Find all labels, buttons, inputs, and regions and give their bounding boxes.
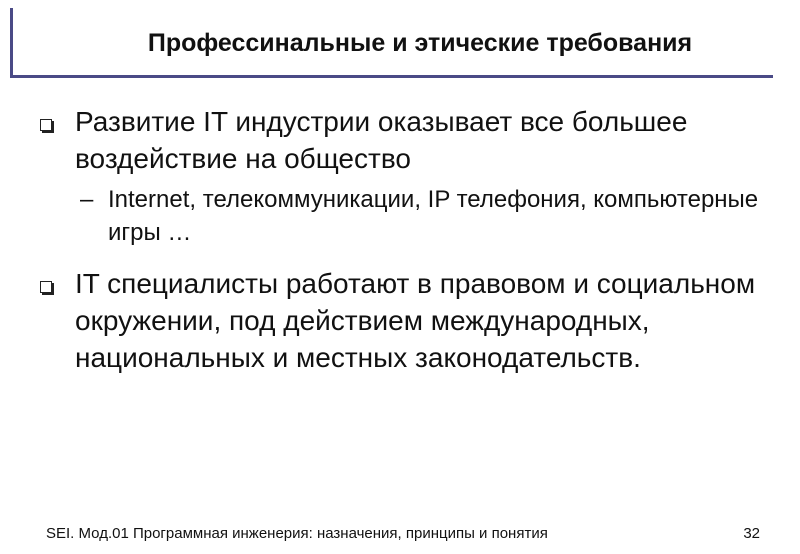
bullet-text: IT специалисты работают в правовом и социальном окружении, под действием международных, национальных и местных законодательств. — [75, 268, 756, 373]
page-number: 32 — [743, 525, 760, 542]
slide-title: Професcинальные и этические требования — [147, 29, 693, 57]
checkbox-bullet-icon — [40, 281, 52, 293]
footer-caption: SEI. Мод.01 Программная инженерия: назначения, принципы и понятия — [46, 525, 548, 542]
bullet-item-1 — [75, 103, 775, 177]
sub-bullet-item-1 — [80, 183, 768, 249]
bullet-item-2 — [75, 265, 775, 376]
dash-bullet-icon: – — [80, 186, 94, 213]
title-rule-horizontal — [10, 75, 773, 78]
checkbox-bullet-icon — [40, 119, 52, 131]
bullet-text: Развитие IT индустрии оказывает все большее воздействие на общество — [75, 106, 688, 174]
sub-bullet-text: Internet, телекоммуникации, IP телефония, компьютерные игры … — [108, 186, 759, 246]
